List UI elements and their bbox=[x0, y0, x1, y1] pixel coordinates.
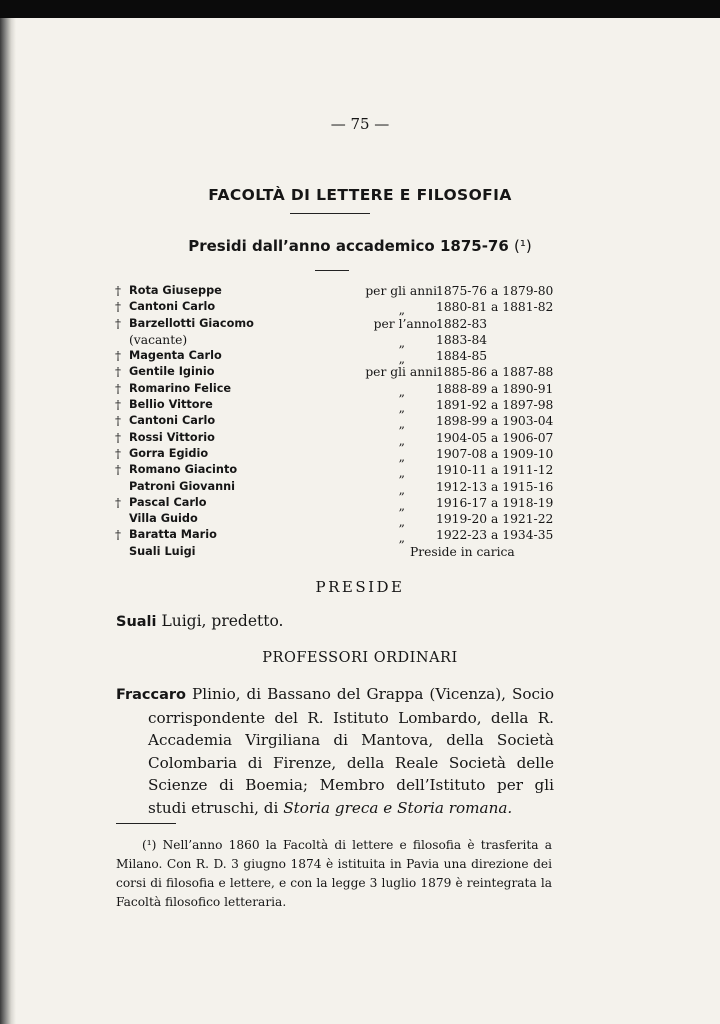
presidi-footnote-mark: (¹) bbox=[514, 237, 532, 255]
dean-period-prefix: „ bbox=[398, 335, 405, 350]
dean-row bbox=[115, 364, 555, 380]
professor-surname: Fraccaro bbox=[116, 687, 187, 703]
dagger-mark: † bbox=[115, 446, 121, 461]
dean-row bbox=[115, 446, 555, 462]
dean-years: 1904-05 a 1906-07 bbox=[436, 430, 554, 445]
dean-name: Patroni Giovanni bbox=[129, 479, 236, 493]
dean-name: (vacante) bbox=[129, 332, 188, 347]
dean-name: Gentile Iginio bbox=[129, 365, 215, 379]
dean-period-prefix: per gli anni bbox=[365, 365, 437, 380]
dean-period-prefix: „ bbox=[398, 449, 405, 464]
dean-name: Romano Giacinto bbox=[129, 463, 238, 477]
dean-period-prefix: „ bbox=[398, 482, 405, 497]
dean-period-prefix: „ bbox=[398, 531, 405, 546]
dean-years: 1916-17 a 1918-19 bbox=[436, 495, 554, 510]
dean-years: 1884-85 bbox=[436, 349, 488, 364]
dean-years: 1912-13 a 1915-16 bbox=[436, 479, 554, 494]
dagger-mark: † bbox=[115, 349, 121, 364]
dean-row bbox=[115, 527, 555, 546]
dagger-mark: † bbox=[115, 430, 121, 445]
dean-row bbox=[115, 544, 555, 560]
professor-text: Plinio, di Bassano del Grappa (Vicenza), Socio corrispondente del R. Istituto Lombardo, della R. Accademia Virgiliana di Mantova, della Società Colombaria di Firenze, della Reale Società delle Scienze di Boemia; Membro dell’Istituto per gli studi etruschi, di bbox=[148, 685, 555, 817]
dean-name: Villa Guido bbox=[129, 512, 198, 526]
dean-row bbox=[115, 283, 555, 299]
preside-heading: PRESIDE bbox=[315, 578, 405, 596]
professor-entry bbox=[116, 683, 554, 820]
dean-name: Cantoni Carlo bbox=[129, 300, 216, 314]
dean-row bbox=[115, 479, 555, 495]
dean-name: Barzellotti Giacomo bbox=[129, 316, 254, 330]
dean-period-prefix: „ bbox=[398, 401, 405, 416]
preside-rest: Luigi, predetto. bbox=[161, 612, 284, 630]
dean-row bbox=[115, 332, 555, 348]
dean-row bbox=[115, 430, 555, 446]
dean-period-prefix: „ bbox=[398, 352, 405, 367]
dean-name: Bellio Vittore bbox=[129, 398, 213, 412]
dean-name: Magenta Carlo bbox=[129, 349, 222, 363]
dagger-mark: † bbox=[115, 381, 121, 396]
dean-period-prefix: „ bbox=[398, 303, 405, 318]
dean-years: 1907-08 a 1909-10 bbox=[436, 446, 554, 461]
dean-years: 1875-76 a 1879-80 bbox=[436, 284, 554, 298]
dean-years: 1882-83 bbox=[436, 316, 488, 331]
scan-left-edge bbox=[0, 18, 16, 1024]
dagger-mark: † bbox=[115, 398, 121, 413]
dean-name: Pascal Carlo bbox=[129, 495, 207, 509]
ordinari-heading: PROFESSORI ORDINARI bbox=[262, 650, 458, 666]
dean-name: Rota Giuseppe bbox=[129, 284, 222, 297]
dean-period-prefix: „ bbox=[398, 384, 405, 399]
dean-years: 1898-99 a 1903-04 bbox=[436, 414, 554, 429]
title-underline bbox=[290, 213, 370, 214]
dean-period-prefix: „ bbox=[398, 417, 405, 432]
footnote-text: Nell’anno 1860 la Facoltà di lettere e filosofia è trasferita a Milano. Con R. D. 3 giugno 1874 è istituita in Pavia una direzione dei corsi di filosofia e lettere, e con la legge 3 luglio 1879 è reintegrata la Facoltà filosofico letteraria. bbox=[116, 838, 552, 909]
dean-years: 1880-81 a 1881-82 bbox=[436, 300, 554, 315]
dean-name: Baratta Mario bbox=[129, 528, 217, 542]
dagger-mark: † bbox=[115, 300, 121, 315]
dean-years: 1883-84 bbox=[436, 332, 488, 347]
dean-row bbox=[115, 495, 555, 511]
dean-name: Gorra Egidio bbox=[129, 446, 209, 460]
professor-subject-1: Storia greca bbox=[283, 798, 379, 817]
dean-years: 1919-20 a 1921-22 bbox=[436, 512, 554, 527]
page-number: — 75 — bbox=[330, 115, 390, 133]
dagger-mark: † bbox=[115, 365, 121, 380]
dean-row bbox=[115, 511, 555, 530]
deans-list bbox=[115, 283, 555, 560]
dean-period-prefix: „ bbox=[398, 466, 405, 481]
dean-row bbox=[115, 381, 555, 397]
dean-period-prefix: „ bbox=[398, 433, 405, 448]
preside-entry bbox=[116, 612, 283, 630]
professor-subject-2: Storia romana. bbox=[397, 798, 513, 817]
dean-years: 1888-89 a 1890-91 bbox=[436, 381, 554, 396]
footnote bbox=[116, 836, 552, 912]
dean-period-prefix: „ bbox=[398, 498, 405, 513]
dean-name: Rossi Vittorio bbox=[129, 430, 215, 444]
dean-row bbox=[115, 397, 555, 416]
dean-row bbox=[115, 299, 555, 318]
dean-years: 1922-23 a 1934-35 bbox=[436, 528, 554, 543]
dean-name: Cantoni Carlo bbox=[129, 414, 216, 428]
dagger-mark: † bbox=[115, 463, 121, 478]
dean-years: Preside in carica bbox=[410, 544, 515, 559]
footnote-mark: (¹) bbox=[142, 838, 157, 852]
dagger-mark: † bbox=[115, 414, 121, 429]
presidi-heading bbox=[0, 237, 720, 255]
footnote-separator bbox=[116, 823, 176, 824]
dagger-mark: † bbox=[115, 528, 121, 543]
dagger-mark: † bbox=[115, 284, 121, 298]
dean-years: 1910-11 a 1911-12 bbox=[436, 463, 554, 478]
professor-conj: e bbox=[383, 798, 393, 817]
dean-years: 1891-92 a 1897-98 bbox=[436, 398, 554, 413]
dean-row bbox=[115, 348, 555, 367]
dean-name: Romarino Felice bbox=[129, 381, 232, 395]
dean-years: 1885-86 a 1887-88 bbox=[436, 365, 554, 380]
scan-top-border bbox=[0, 0, 720, 18]
faculty-title: FACOLTÀ DI LETTERE E FILOSOFIA bbox=[208, 186, 512, 204]
dean-period-prefix: „ bbox=[398, 515, 405, 530]
dagger-mark: † bbox=[115, 316, 121, 331]
dean-period-prefix: per l’anno bbox=[373, 316, 437, 331]
dean-period-prefix: per gli anni bbox=[365, 284, 437, 298]
preside-surname: Suali bbox=[116, 614, 157, 630]
dean-row bbox=[115, 413, 555, 432]
dagger-mark: † bbox=[115, 495, 121, 510]
presidi-underline bbox=[315, 270, 349, 271]
dean-row bbox=[115, 316, 555, 332]
dean-name: Suali Luigi bbox=[129, 544, 196, 558]
dean-row bbox=[115, 462, 555, 481]
presidi-heading-text: Presidi dall’anno accademico 1875-76 bbox=[188, 237, 509, 255]
